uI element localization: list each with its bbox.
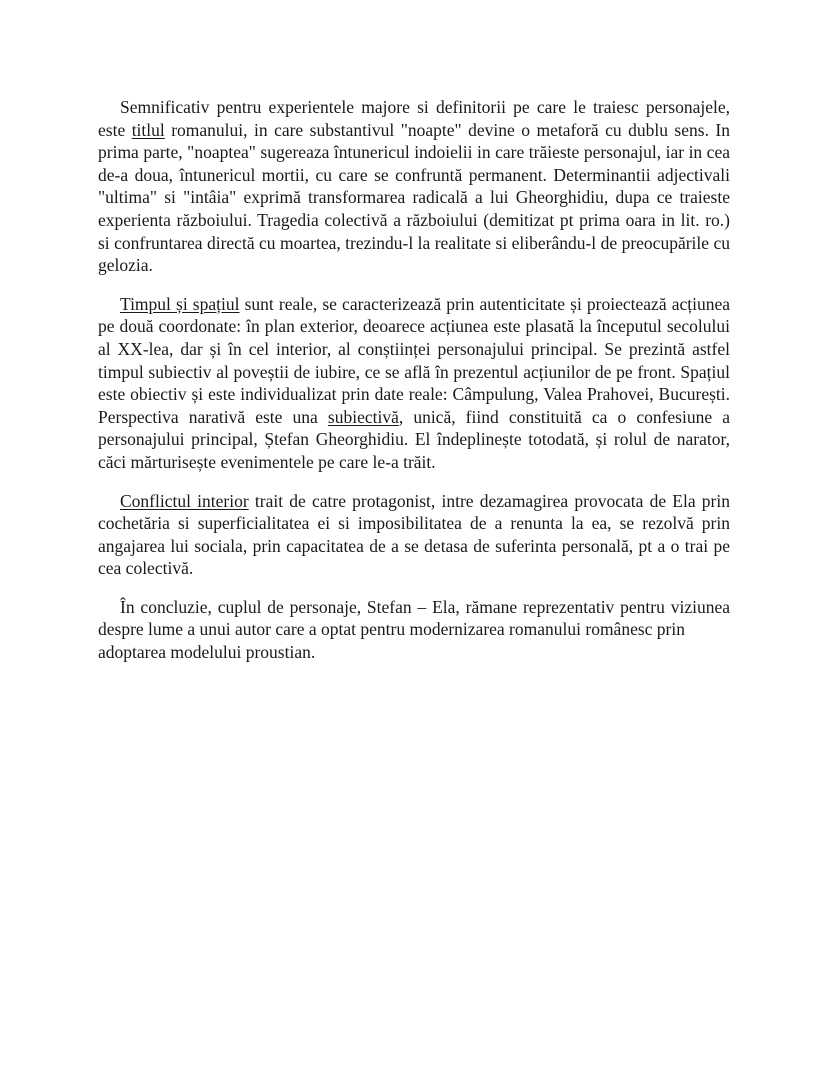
p4-text-b: adoptarea modelului proustian. bbox=[98, 642, 316, 663]
p3-text-a: trait de catre protagonist, intre dezamagirea provocata de Ela prin cochetăria si superficialitatea ei si imposibilitatea de a renunta la ea, se rezolvă prin angajarea lui sociala, prin capacitatea de a se detasa de suferinta personală, pt a o trai pe cea colectivă. bbox=[98, 490, 730, 579]
p2-text-a: sunt reale, se caracterizează prin autenticitate și proiectează acțiunea pe două coordonate: în plan exterior, deoarece acțiunea este plasată la începutul secolului al XX-lea, dar și în cel interior, al conștiinței personajului principal. Se prezintă astfel timpul subiectiv al poveștii de iubire, ce se află în prezentul acțiunilor de pe front. Spațiul este obiectiv și este individualizat prin date reale: Câmpulung, Valea Prahovei, București. Perspectiva narativă este una bbox=[98, 293, 730, 427]
paragraph-title-meaning bbox=[98, 96, 730, 277]
keyword-conflictul-interior: Conflictul interior bbox=[120, 490, 249, 511]
paragraph-conflict bbox=[98, 490, 730, 580]
p2-text-b: , unică, fiind constituită ca o confesiune a personajului principal, Ștefan Gheorghidiu. El îndeplinește totodată, și rolul de narator, căci mărturisește evenimentele pe care le-a trăit. bbox=[98, 406, 730, 472]
paragraph-conclusion bbox=[98, 596, 730, 664]
p1-text-a: Semnificativ pentru experientele majore si definitorii pe care le traiesc personajele, este bbox=[98, 97, 730, 140]
p1-text-b: romanului, in care substantivul "noapte" devine o metaforă cu dublu sens. In prima parte, "noaptea" sugereaza întunericul indoielii in care trăieste personajul, iar in cea de-a doua, întunericul mortii, cu care se confruntă permanent. Determinantii adjectivali "ultima" si "intâia" exprimă transformarea radicală a lui Gheorghidiu, dupa ce traieste experienta războiului. Tragedia colectivă a războiului (demitizat pt prima oara in lit. ro.) si confruntarea directă cu moartea, trezindu-l la realitate si eliberându-l de preocupările cu gelozia. bbox=[98, 119, 730, 276]
p4-text-a: În concluzie, cuplul de personaje, Stefan – Ela, rămane reprezentativ pentru viziunea despre lume a unui autor care a optat pentru modernizarea romanului românesc prin bbox=[98, 596, 730, 640]
keyword-timpul-spatiul: Timpul și spațiul bbox=[120, 293, 240, 314]
keyword-titlul: titlul bbox=[131, 119, 165, 140]
paragraph-time-space bbox=[98, 293, 730, 474]
document-page bbox=[98, 96, 730, 664]
keyword-subiectiva: subiectivă bbox=[327, 406, 399, 427]
